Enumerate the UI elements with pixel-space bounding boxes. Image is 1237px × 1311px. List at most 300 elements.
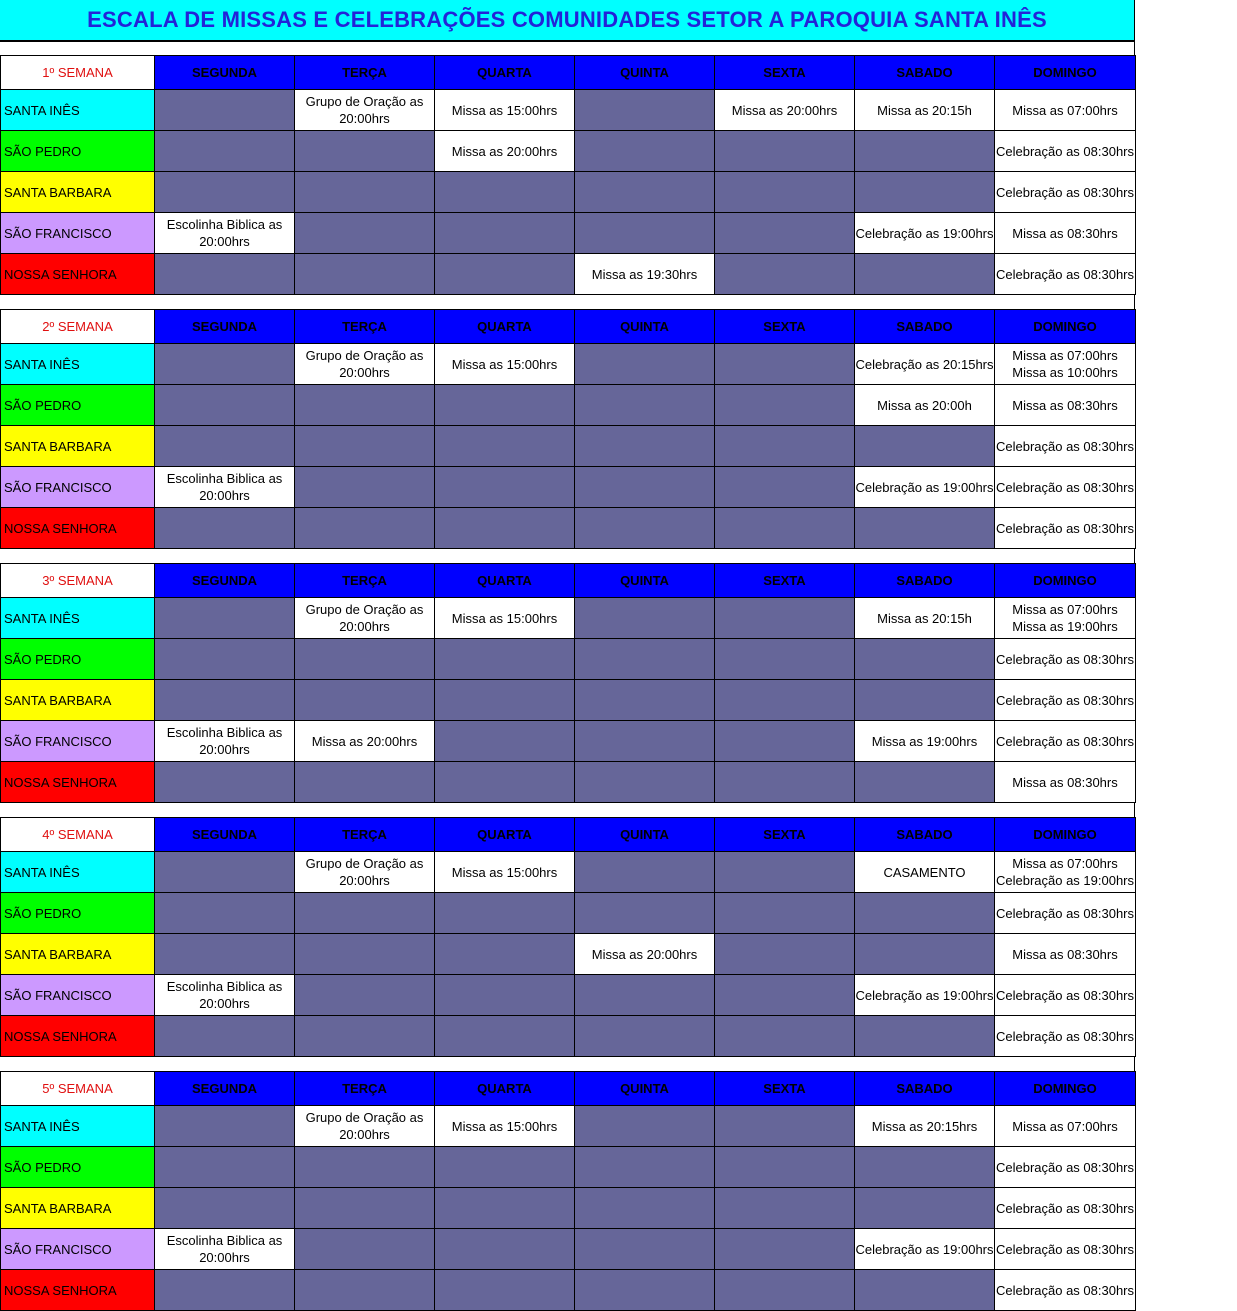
schedule-empty-cell	[575, 508, 715, 549]
schedule-empty-cell	[155, 1188, 295, 1229]
community-row	[1, 1270, 1136, 1311]
community-name: NOSSA SENHORA	[1, 254, 155, 295]
event-text: Missa as 07:00hrs Celebração as 19:00hrs	[995, 856, 1135, 888]
schedule-empty-cell	[715, 639, 855, 680]
schedule-empty-cell	[435, 1229, 575, 1270]
event-text: Missa as 20:00hrs	[311, 733, 418, 749]
schedule-event-cell	[855, 1229, 995, 1270]
community-row	[1, 90, 1136, 131]
schedule-empty-cell	[855, 639, 995, 680]
schedule-empty-cell	[435, 680, 575, 721]
event-text: Missa as 08:30hrs	[1012, 946, 1118, 962]
schedule-empty-cell	[575, 852, 715, 893]
schedule-empty-cell	[155, 680, 295, 721]
schedule-empty-cell	[855, 1188, 995, 1229]
day-header: SEXTA	[715, 56, 855, 90]
community-row	[1, 975, 1136, 1016]
schedule-empty-cell	[575, 385, 715, 426]
event-text: Celebração as 08:30hrs	[995, 143, 1135, 159]
day-header: SABADO	[855, 56, 995, 90]
day-header: QUINTA	[575, 56, 715, 90]
schedule-event-cell	[855, 721, 995, 762]
schedule-empty-cell	[295, 426, 435, 467]
schedule-empty-cell	[855, 762, 995, 803]
schedule-empty-cell	[435, 172, 575, 213]
schedule-event-cell	[995, 598, 1136, 639]
community-name: SANTA INÊS	[1, 90, 155, 131]
schedule-empty-cell	[715, 934, 855, 975]
schedule-empty-cell	[435, 762, 575, 803]
schedule-empty-cell	[435, 385, 575, 426]
community-row	[1, 721, 1136, 762]
schedule-empty-cell	[715, 893, 855, 934]
week-table	[0, 817, 1136, 1057]
schedule-empty-cell	[435, 254, 575, 295]
schedule-empty-cell	[715, 172, 855, 213]
schedule-event-cell	[295, 344, 435, 385]
schedule-empty-cell	[435, 508, 575, 549]
community-name: SANTA BARBARA	[1, 680, 155, 721]
schedule-empty-cell	[575, 213, 715, 254]
schedule-empty-cell	[295, 680, 435, 721]
day-header: QUARTA	[435, 818, 575, 852]
day-header: TERÇA	[295, 56, 435, 90]
day-header: SABADO	[855, 818, 995, 852]
schedule-event-cell	[855, 598, 995, 639]
schedule-empty-cell	[155, 1147, 295, 1188]
schedule-empty-cell	[295, 172, 435, 213]
schedule-empty-cell	[155, 385, 295, 426]
schedule-empty-cell	[575, 1188, 715, 1229]
day-header: SEXTA	[715, 818, 855, 852]
spacer-row	[0, 295, 1135, 309]
week-label: 5º SEMANA	[1, 1072, 155, 1106]
community-name: NOSSA SENHORA	[1, 1270, 155, 1311]
schedule-empty-cell	[715, 598, 855, 639]
schedule-event-cell	[295, 721, 435, 762]
schedule-event-cell	[435, 598, 575, 639]
schedule-event-cell	[855, 213, 995, 254]
schedule-empty-cell	[715, 762, 855, 803]
schedule-empty-cell	[295, 1270, 435, 1311]
schedule-empty-cell	[155, 893, 295, 934]
day-header: SABADO	[855, 310, 995, 344]
schedule-empty-cell	[575, 762, 715, 803]
spacer-row	[0, 1057, 1135, 1071]
schedule-empty-cell	[575, 639, 715, 680]
schedule-event-cell	[995, 508, 1136, 549]
schedule-empty-cell	[295, 254, 435, 295]
event-text: Celebração as 08:30hrs	[995, 1028, 1135, 1044]
week-table	[0, 309, 1136, 549]
schedule-event-cell	[435, 90, 575, 131]
schedule-empty-cell	[855, 893, 995, 934]
community-name: SÃO FRANCISCO	[1, 721, 155, 762]
week-label: 4º SEMANA	[1, 818, 155, 852]
schedule-empty-cell	[155, 598, 295, 639]
schedule-empty-cell	[715, 1188, 855, 1229]
schedule-empty-cell	[155, 762, 295, 803]
community-row	[1, 934, 1136, 975]
schedule-empty-cell	[435, 213, 575, 254]
week-table	[0, 55, 1136, 295]
schedule-event-cell	[715, 90, 855, 131]
community-row	[1, 385, 1136, 426]
community-row	[1, 467, 1136, 508]
community-name: SÃO FRANCISCO	[1, 975, 155, 1016]
schedule-empty-cell	[435, 1270, 575, 1311]
community-row	[1, 213, 1136, 254]
schedule-empty-cell	[435, 639, 575, 680]
schedule-event-cell	[995, 721, 1136, 762]
week-label: 1º SEMANA	[1, 56, 155, 90]
event-text: Grupo de Oração as 20:00hrs	[305, 94, 424, 126]
schedule-empty-cell	[575, 680, 715, 721]
schedule-empty-cell	[295, 934, 435, 975]
event-text: Missa as 15:00hrs	[451, 1118, 558, 1134]
event-text: Missa as 20:15h	[877, 102, 972, 118]
schedule-empty-cell	[715, 254, 855, 295]
event-text: Missa as 20:00hrs	[451, 143, 558, 159]
schedule-empty-cell	[155, 934, 295, 975]
schedule-event-cell	[995, 426, 1136, 467]
schedule-event-cell	[855, 975, 995, 1016]
day-header: QUARTA	[435, 56, 575, 90]
day-header: DOMINGO	[995, 310, 1136, 344]
schedule-empty-cell	[855, 934, 995, 975]
schedule-empty-cell	[295, 893, 435, 934]
schedule-event-cell	[995, 1147, 1136, 1188]
day-header: TERÇA	[295, 564, 435, 598]
schedule-empty-cell	[295, 131, 435, 172]
schedule-event-cell	[995, 762, 1136, 803]
schedule-empty-cell	[715, 975, 855, 1016]
event-text: Missa as 20:15hrs	[871, 1118, 978, 1134]
community-name: NOSSA SENHORA	[1, 762, 155, 803]
community-name: SÃO FRANCISCO	[1, 213, 155, 254]
event-text: Celebração as 08:30hrs	[995, 184, 1135, 200]
week-header-row	[1, 564, 1136, 598]
event-text: Celebração as 08:30hrs	[995, 438, 1135, 454]
community-row	[1, 344, 1136, 385]
day-header: SEGUNDA	[155, 564, 295, 598]
schedule-event-cell	[995, 254, 1136, 295]
schedule-empty-cell	[155, 1016, 295, 1057]
spacer-row	[0, 803, 1135, 817]
schedule-empty-cell	[155, 1270, 295, 1311]
community-name: SANTA BARBARA	[1, 426, 155, 467]
schedule-event-cell	[995, 852, 1136, 893]
schedule-event-cell	[995, 893, 1136, 934]
schedule-empty-cell	[295, 1016, 435, 1057]
schedule-empty-cell	[155, 508, 295, 549]
schedule-empty-cell	[855, 426, 995, 467]
day-header: SEXTA	[715, 310, 855, 344]
schedule-event-cell	[575, 254, 715, 295]
event-text: Missa as 15:00hrs	[451, 610, 558, 626]
community-row	[1, 131, 1136, 172]
event-text: Missa as 15:00hrs	[451, 102, 558, 118]
community-name: SANTA INÊS	[1, 852, 155, 893]
event-text: Celebração as 08:30hrs	[995, 1241, 1135, 1257]
day-header: QUARTA	[435, 310, 575, 344]
day-header: QUINTA	[575, 310, 715, 344]
schedule-event-cell	[995, 90, 1136, 131]
schedule-empty-cell	[855, 131, 995, 172]
event-text: Escolinha Biblica as 20:00hrs	[166, 979, 283, 1011]
schedule-empty-cell	[295, 385, 435, 426]
schedule-empty-cell	[435, 721, 575, 762]
schedule-event-cell	[995, 1016, 1136, 1057]
sheet-title: ESCALA DE MISSAS E CELEBRAÇÕES COMUNIDADES SETOR A PAROQUIA SANTA INÊS	[0, 0, 1135, 41]
schedule-empty-cell	[295, 213, 435, 254]
day-header: DOMINGO	[995, 564, 1136, 598]
event-text: Celebração as 08:30hrs	[995, 1282, 1135, 1298]
schedule-empty-cell	[575, 893, 715, 934]
schedule-event-cell	[995, 385, 1136, 426]
schedule-empty-cell	[575, 721, 715, 762]
event-text: Grupo de Oração as 20:00hrs	[305, 348, 424, 380]
community-row	[1, 1016, 1136, 1057]
event-text: Missa as 08:30hrs	[1012, 225, 1118, 241]
schedule-event-cell	[295, 1106, 435, 1147]
day-header: SABADO	[855, 1072, 995, 1106]
schedule-empty-cell	[715, 385, 855, 426]
community-row	[1, 598, 1136, 639]
schedule-empty-cell	[575, 172, 715, 213]
day-header: TERÇA	[295, 1072, 435, 1106]
event-text: Celebração as 08:30hrs	[995, 651, 1135, 667]
community-name: SANTA BARBARA	[1, 1188, 155, 1229]
schedule-event-cell	[995, 1188, 1136, 1229]
event-text: Missa as 20:00h	[877, 397, 972, 413]
schedule-empty-cell	[715, 1270, 855, 1311]
community-row	[1, 508, 1136, 549]
day-header: DOMINGO	[995, 1072, 1136, 1106]
day-header: QUINTA	[575, 1072, 715, 1106]
day-header: SEGUNDA	[155, 1072, 295, 1106]
schedule-empty-cell	[575, 1106, 715, 1147]
day-header: SEXTA	[715, 1072, 855, 1106]
week-label: 3º SEMANA	[1, 564, 155, 598]
schedule-empty-cell	[715, 508, 855, 549]
event-text: Missa as 07:00hrs	[1012, 102, 1118, 118]
day-header: TERÇA	[295, 310, 435, 344]
event-text: Celebração as 08:30hrs	[995, 987, 1135, 1003]
community-row	[1, 1147, 1136, 1188]
event-text: Grupo de Oração as 20:00hrs	[305, 602, 424, 634]
spacer-row	[0, 549, 1135, 563]
community-name: SÃO FRANCISCO	[1, 467, 155, 508]
schedule-empty-cell	[575, 467, 715, 508]
schedule-empty-cell	[295, 508, 435, 549]
schedule-event-cell	[995, 639, 1136, 680]
schedule-empty-cell	[295, 1147, 435, 1188]
schedule-empty-cell	[155, 254, 295, 295]
day-header: DOMINGO	[995, 818, 1136, 852]
schedule-empty-cell	[295, 1229, 435, 1270]
community-name: SANTA BARBARA	[1, 172, 155, 213]
schedule-event-cell	[295, 852, 435, 893]
event-text: Celebração as 08:30hrs	[995, 1159, 1135, 1175]
schedule-event-cell	[155, 975, 295, 1016]
day-header: DOMINGO	[995, 56, 1136, 90]
schedule-empty-cell	[435, 1147, 575, 1188]
schedule-event-cell	[995, 1106, 1136, 1147]
schedule-event-cell	[295, 598, 435, 639]
schedule-empty-cell	[575, 426, 715, 467]
event-text: Missa as 08:30hrs	[1012, 774, 1118, 790]
event-text: Missa as 07:00hrs Missa as 10:00hrs	[1012, 348, 1118, 380]
schedule-empty-cell	[715, 344, 855, 385]
schedule-event-cell	[855, 1106, 995, 1147]
schedule-event-cell	[855, 90, 995, 131]
schedule-empty-cell	[435, 893, 575, 934]
schedule-empty-cell	[575, 344, 715, 385]
community-row	[1, 762, 1136, 803]
community-name: SÃO PEDRO	[1, 893, 155, 934]
community-row	[1, 254, 1136, 295]
schedule-empty-cell	[715, 131, 855, 172]
schedule-empty-cell	[715, 680, 855, 721]
community-name: SÃO PEDRO	[1, 639, 155, 680]
schedule-empty-cell	[575, 1229, 715, 1270]
schedule-empty-cell	[575, 598, 715, 639]
event-text: Celebração as 20:15hrs	[855, 356, 994, 372]
schedule-event-cell	[435, 131, 575, 172]
schedule-empty-cell	[715, 467, 855, 508]
community-row	[1, 1106, 1136, 1147]
schedule-empty-cell	[575, 975, 715, 1016]
community-row	[1, 1188, 1136, 1229]
day-header: SEGUNDA	[155, 56, 295, 90]
community-name: SANTA INÊS	[1, 1106, 155, 1147]
event-text: Celebração as 08:30hrs	[995, 479, 1135, 495]
day-header: SEGUNDA	[155, 818, 295, 852]
event-text: Missa as 19:30hrs	[591, 266, 698, 282]
day-header: QUINTA	[575, 564, 715, 598]
schedule-event-cell	[995, 344, 1136, 385]
week-table	[0, 563, 1136, 803]
schedule-event-cell	[155, 721, 295, 762]
community-row	[1, 680, 1136, 721]
event-text: Celebração as 08:30hrs	[995, 266, 1135, 282]
day-header: SABADO	[855, 564, 995, 598]
week-header-row	[1, 310, 1136, 344]
event-text: Celebração as 08:30hrs	[995, 1200, 1135, 1216]
schedule-event-cell	[995, 1270, 1136, 1311]
schedule-empty-cell	[575, 131, 715, 172]
schedule-empty-cell	[155, 426, 295, 467]
event-text: Missa as 15:00hrs	[451, 356, 558, 372]
community-row	[1, 426, 1136, 467]
schedule-empty-cell	[295, 762, 435, 803]
schedule-event-cell	[995, 172, 1136, 213]
schedule-event-cell	[155, 213, 295, 254]
event-text: Missa as 20:00hrs	[731, 102, 838, 118]
event-text: Escolinha Biblica as 20:00hrs	[166, 725, 283, 757]
schedule-empty-cell	[435, 467, 575, 508]
week-header-row	[1, 1072, 1136, 1106]
event-text: Escolinha Biblica as 20:00hrs	[166, 217, 283, 249]
community-row	[1, 1229, 1136, 1270]
schedule-empty-cell	[715, 213, 855, 254]
event-text: Celebração as 08:30hrs	[995, 692, 1135, 708]
event-text: Missa as 19:00hrs	[871, 733, 978, 749]
schedule-empty-cell	[435, 934, 575, 975]
schedule-empty-cell	[715, 1016, 855, 1057]
weeks-container	[0, 55, 1135, 1311]
schedule-empty-cell	[155, 172, 295, 213]
community-name: SÃO PEDRO	[1, 1147, 155, 1188]
community-name: NOSSA SENHORA	[1, 1016, 155, 1057]
event-text: Missa as 07:00hrs	[1012, 1118, 1118, 1134]
community-name: SÃO FRANCISCO	[1, 1229, 155, 1270]
schedule-empty-cell	[715, 852, 855, 893]
event-text: Celebração as 19:00hrs	[855, 479, 994, 495]
schedule-event-cell	[995, 934, 1136, 975]
week-header-row	[1, 818, 1136, 852]
schedule-empty-cell	[715, 1147, 855, 1188]
spacer-row	[0, 41, 1135, 55]
schedule-empty-cell	[715, 426, 855, 467]
community-row	[1, 893, 1136, 934]
event-text: Celebração as 19:00hrs	[855, 1241, 994, 1257]
schedule-empty-cell	[155, 90, 295, 131]
event-text: Escolinha Biblica as 20:00hrs	[166, 471, 283, 503]
event-text: Missa as 07:00hrs Missa as 19:00hrs	[1012, 602, 1118, 634]
community-name: SÃO PEDRO	[1, 131, 155, 172]
day-header: SEXTA	[715, 564, 855, 598]
community-name: SANTA BARBARA	[1, 934, 155, 975]
schedule-empty-cell	[435, 1188, 575, 1229]
schedule-empty-cell	[295, 1188, 435, 1229]
schedule-event-cell	[155, 1229, 295, 1270]
schedule-empty-cell	[435, 1016, 575, 1057]
schedule-empty-cell	[855, 1270, 995, 1311]
event-text: Celebração as 08:30hrs	[995, 733, 1135, 749]
schedule-event-cell	[435, 852, 575, 893]
schedule-empty-cell	[855, 508, 995, 549]
community-row	[1, 172, 1136, 213]
schedule-empty-cell	[715, 1229, 855, 1270]
schedule-empty-cell	[295, 467, 435, 508]
schedule-empty-cell	[155, 131, 295, 172]
schedule-empty-cell	[295, 975, 435, 1016]
schedule-empty-cell	[575, 1016, 715, 1057]
day-header: QUARTA	[435, 1072, 575, 1106]
schedule-empty-cell	[855, 680, 995, 721]
community-name: SANTA INÊS	[1, 344, 155, 385]
event-text: Missa as 15:00hrs	[451, 864, 558, 880]
schedule-empty-cell	[855, 1016, 995, 1057]
event-text: Missa as 20:00hrs	[591, 946, 698, 962]
schedule-empty-cell	[155, 639, 295, 680]
event-text: Celebração as 19:00hrs	[855, 987, 994, 1003]
schedule-empty-cell	[855, 172, 995, 213]
week-table	[0, 1071, 1136, 1311]
event-text: Celebração as 08:30hrs	[995, 520, 1135, 536]
schedule-event-cell	[575, 934, 715, 975]
schedule-event-cell	[995, 680, 1136, 721]
community-row	[1, 639, 1136, 680]
week-header-row	[1, 56, 1136, 90]
schedule-empty-cell	[855, 254, 995, 295]
schedule-empty-cell	[155, 344, 295, 385]
schedule-empty-cell	[575, 1270, 715, 1311]
schedule-empty-cell	[855, 1147, 995, 1188]
schedule-event-cell	[855, 385, 995, 426]
